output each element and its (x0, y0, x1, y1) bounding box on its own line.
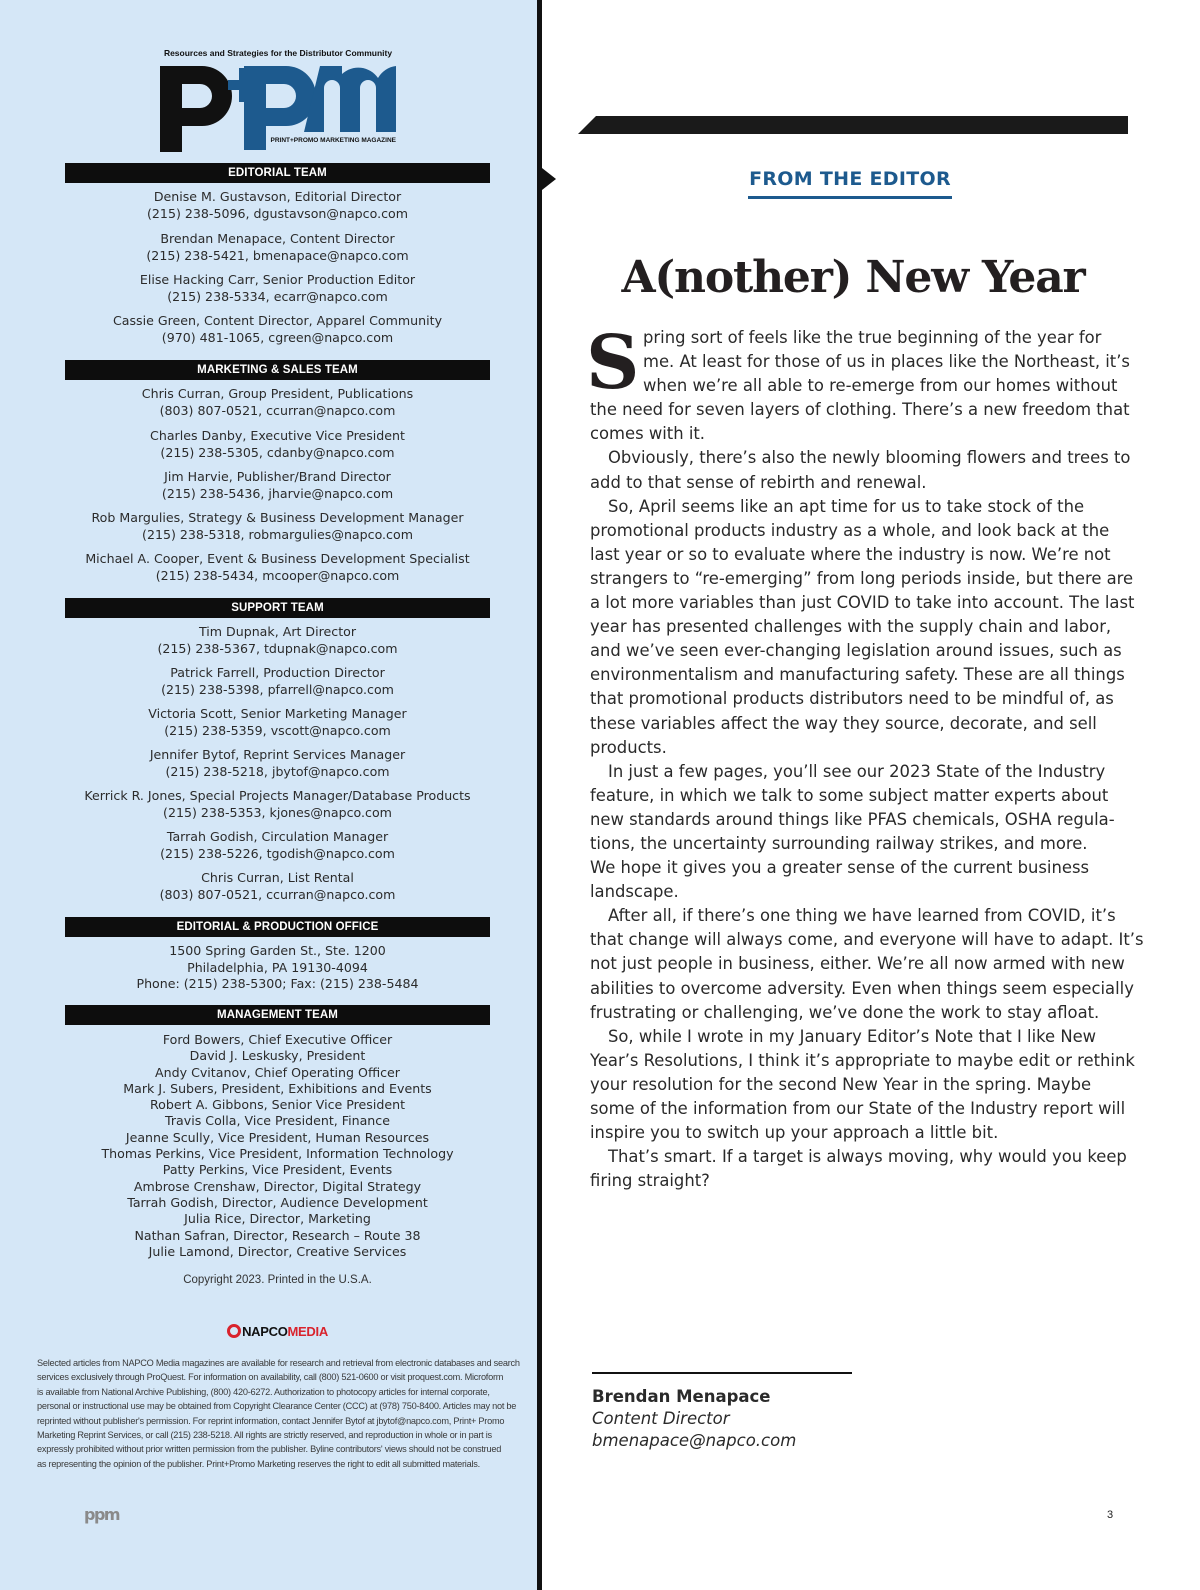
staff-entry: Elise Hacking Carr, Senior Production Editor (215) 238-5334, ecarr@napco.com (139, 272, 416, 304)
editorial-team-heading: EDITORIAL TEAM (65, 163, 490, 183)
napco-media-logo: NAPCOMEDIA (180, 1324, 375, 1339)
article-body (586, 320, 1144, 1193)
author-role: Content Director (592, 1409, 730, 1428)
staff-entry: Chris Curran, List Rental (803) 807-0521, ccurran@napco.com (159, 870, 396, 902)
article-line: products. (590, 737, 667, 757)
logo-subtitle: PRINT+PROMO MARKETING MAGAZINE (270, 137, 396, 144)
author-signature (592, 1386, 796, 1452)
article-line: year has presented challenges with the supply chain and labor, (590, 617, 1112, 637)
article-line: Obviously, there’s also the newly blooming flowers and trees to (608, 448, 1131, 468)
article-line: these variables affect the way they source, decorate, and sell (590, 713, 1097, 733)
napco-ring-icon (227, 1324, 241, 1338)
drop-cap: S (586, 320, 640, 406)
staff-entry: Denise M. Gustavson, Editorial Director (215) 238-5096, dgustavson@napco.com (147, 189, 408, 221)
article-line: your resolution for the second New Year in the spring. Maybe (590, 1074, 1092, 1094)
article-line: new standards around things like PFAS chemicals, OSHA regula- (590, 809, 1115, 829)
staff-entry: Chris Curran, Group President, Publications (803) 807-0521, ccurran@napco.com (141, 386, 414, 418)
signature-rule (592, 1372, 852, 1374)
office-address: 1500 Spring Garden St., Ste. 1200 Philadelphia, PA 19130-4094 Phone: (215) 238-5300; Fax: (215) 238-5484 (136, 943, 419, 991)
article-line: not just people in business, either. We’re all now armed with new (590, 954, 1125, 974)
section-kicker: FROM THE EDITOR (748, 168, 952, 199)
article-line: that change will always come, and everyone will have to adapt. It’s (590, 930, 1144, 950)
support-team-heading: SUPPORT TEAM (65, 598, 490, 618)
staff-entry: Rob Margulies, Strategy & Business Development Manager (215) 238-5318, robmargulies@napco.com (91, 510, 464, 542)
article-line: In just a few pages, you’ll see our 2023 State of the Industry (608, 761, 1106, 781)
staff-entry: Cassie Green, Content Director, Apparel Community (970) 481-1065, cgreen@napco.com (112, 313, 443, 345)
article-line: So, April seems like an apt time for us to take stock of the (608, 496, 1085, 516)
staff-entry: Michael A. Cooper, Event & Business Development Specialist (215) 238-5434, mcooper@napco.com (85, 551, 470, 583)
article-line: environmentalism and manufacturing safety. These are all things (590, 665, 1125, 685)
staff-entry: Victoria Scott, Senior Marketing Manager (215) 238-5359, vscott@napco.com (148, 706, 407, 738)
article-line: me. At least for those of us in places like the Northeast, it’s (643, 352, 1130, 372)
article-line: comes with it. (590, 424, 706, 444)
management-list: Ford Bowers, Chief Executive Officer David J. Leskusky, President Andy Cvitanov, Chief Operating Officer Mark J. Subers, President, Exhibitions and Events Robert A. Gibbons, Senior Vice President Travis Colla, Vice President, Finance Jeanne Scully, Vice President, Human Resources Thomas Perkins, Vice President, Information Technology Patty Perkins, Vice President, Events Ambrose Crenshaw, Director, Digital Strategy Tarrah Godish, Director, Audience Development Julia Rice, Director, Marketing Nathan Safran, Director, Research – Route 38 Julie Lamond, Director, Creative Services (101, 1032, 454, 1259)
staff-entry: Charles Danby, Executive Vice President (215) 238-5305, cdanby@napco.com (150, 428, 405, 460)
article-line: firing straight? (590, 1171, 710, 1191)
article-line: So, while I wrote in my January Editor’s Note that I like New (608, 1026, 1097, 1046)
article-line: when we’re all able to re-emerge from our homes without (643, 376, 1118, 396)
article-line: pring sort of feels like the true beginning of the year for (643, 328, 1102, 347)
article-line: inspire you to switch up your approach a little bit. (590, 1123, 999, 1143)
staff-entry: Patrick Farrell, Production Director (215) 238-5398, pfarrell@napco.com (161, 665, 394, 697)
article-line: strangers to “re-emerging” from long periods inside, but there are (590, 568, 1134, 588)
article-line: After all, if there’s one thing we have learned from COVID, it’s (608, 906, 1116, 926)
column-divider (537, 0, 542, 1590)
article-line: last year or so to evaluate where the industry is now. We’re not (590, 544, 1111, 564)
copyright-notice: Copyright 2023. Printed in the U.S.A. (183, 1274, 372, 1286)
management-team-heading: MANAGEMENT TEAM (65, 1005, 490, 1025)
author-name: Brendan Menapace (592, 1387, 771, 1406)
article-line: feature, in which we talk to some subject matter experts about (590, 785, 1109, 805)
staff-entry: Brendan Menapace, Content Director (215) 238-5421, bmenapace@napco.com (146, 231, 409, 263)
ppm-footer-logo (84, 1505, 124, 1525)
office-heading: EDITORIAL & PRODUCTION OFFICE (65, 917, 490, 937)
article-line: a lot more variables than just COVID to take into account. The last (590, 593, 1135, 613)
article-line: that promotional products distributors need to be mindful of, as (590, 689, 1114, 709)
article-line: landscape. (590, 882, 679, 902)
article-line: some of the information from our State of the Industry report will (590, 1099, 1126, 1118)
author-email: bmenapace@napco.com (592, 1431, 797, 1450)
ppm-logo (158, 48, 398, 156)
article-line: frustrating or challenging, we’ve done the work to stay afloat. (590, 1002, 1100, 1022)
top-banner-bar (578, 116, 1128, 134)
article-line: We hope it gives you a greater sense of the current business (590, 858, 1090, 878)
article-headline: A(nother) New Year (621, 252, 1085, 303)
masthead-sidebar (0, 0, 537, 1590)
ppm-logo-mark (158, 58, 398, 154)
svg-text:ppm: ppm (84, 1505, 120, 1524)
article-line: tions, the uncertainty surrounding railway strikes, and more. (590, 833, 1088, 853)
fine-print: Selected articles from NAPCO Media magazines are available for research and retrieval from electronic databases and search services exclusively through ProQuest. For information on availability, call (800) 521-0600 or visit proquest.com. Microform is available from National Archive Publishing, (800) 420-6272. Authorization to photocopy articles for internal corporate, personal or instructional use may be obtained from Copyright Clearance Center (CCC) at (978) 750-8400. Articles may not be reprinted without publisher's permission. For reprint information, contact Jennifer Bytof at jbytof@napco.com, Print+ Promo Marketing Reprint Services, or call (215) 238-5218. All rights are strictly reserved, and reproduction in whole or in part is expressly prohibited without prior written permission from the publisher. Byline contributors' views should not be construed as representing the opinion of the publisher. Print+Promo Marketing reserves the right to edit all submitted materials. (37, 1358, 520, 1469)
article-line: the need for seven layers of clothing. There’s a new freedom that (590, 400, 1130, 420)
article-line: and we’ve seen ever-changing legislation around issues, such as (590, 641, 1122, 661)
logo-tagline: Resources and Strategies for the Distributor Community (163, 48, 393, 58)
staff-entry: Tim Dupnak, Art Director (215) 238-5367, tdupnak@napco.com (157, 624, 398, 656)
article-line: Year’s Resolutions, I think it’s appropriate to maybe edit or rethink (590, 1050, 1135, 1070)
staff-entry: Tarrah Godish, Circulation Manager (215) 238-5226, tgodish@napco.com (160, 829, 395, 861)
article-line: abilities to overcome adversity. Even when things seem especially (590, 978, 1134, 998)
marketing-team-heading: MARKETING & SALES TEAM (65, 360, 490, 380)
staff-entry: Jim Harvie, Publisher/Brand Director (215) 238-5436, jharvie@napco.com (161, 469, 394, 501)
staff-entry: Kerrick R. Jones, Special Projects Manager/Database Products (215) 238-5353, kjones@napco.com (84, 788, 471, 820)
page-number: 3 (1106, 1509, 1114, 1521)
article-line: promotional products industry as a whole, and look back at the (590, 520, 1110, 540)
staff-entry: Jennifer Bytof, Reprint Services Manager (215) 238-5218, jbytof@napco.com (149, 747, 406, 779)
divider-arrow-icon (542, 168, 556, 190)
article-line: add to that sense of rebirth and renewal. (590, 472, 927, 492)
article-line: That’s smart. If a target is always moving, why would you keep (608, 1147, 1127, 1167)
